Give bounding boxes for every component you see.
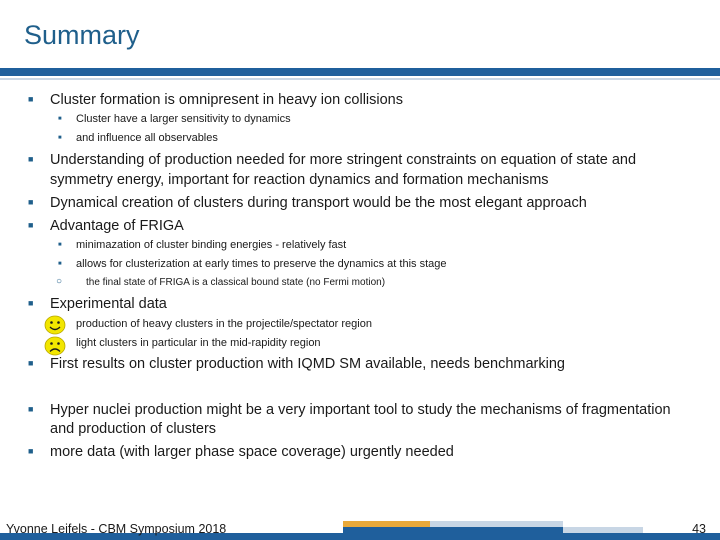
item-cluster-formation: Cluster formation is omnipresent in heavy ion collisions — [50, 92, 403, 108]
item-understanding-line2: symmetry energy, important for reaction dynamics and formation mechanisms — [50, 172, 549, 188]
bullet-icon: ■ — [28, 154, 34, 164]
title-underline-thin — [0, 78, 720, 80]
happy-smiley-icon — [44, 315, 66, 335]
bullet-icon: ■ — [58, 135, 62, 141]
item-cluster-sub2: and influence all observables — [76, 132, 218, 144]
bullet-icon: ■ — [28, 298, 34, 308]
title-underline-bar — [0, 68, 720, 76]
item-first-results: First results on cluster production with IQMD SM available, needs benchmarking — [50, 356, 565, 372]
bullet-icon: ■ — [58, 242, 62, 248]
item-dynamical: Dynamical creation of clusters during transport would be the most elegant approach — [50, 195, 587, 211]
bullet-icon: ■ — [28, 94, 34, 104]
item-experimental-sub2: light clusters in particular in the mid-rapidity region — [76, 337, 321, 349]
bullet-icon: ■ — [28, 197, 34, 207]
item-advantage: Advantage of FRIGA — [50, 218, 184, 234]
item-more-data: more data (with larger phase space coverage) urgently needed — [50, 444, 454, 460]
bullet-icon: ■ — [58, 261, 62, 267]
bullet-icon: ■ — [28, 446, 34, 456]
bullet-icon: ■ — [28, 358, 34, 368]
item-hyper-line2: and production of clusters — [50, 421, 217, 437]
item-understanding-line1: Understanding of production needed for more stringent constraints on equation of state and — [50, 152, 637, 168]
sad-smiley-icon — [44, 336, 66, 356]
page-number: 43 — [692, 522, 706, 536]
footer-author: Yvonne Leifels - CBM Symposium 2018 — [6, 522, 227, 536]
item-experimental-sub1: production of heavy clusters in the projectile/spectator region — [76, 318, 372, 330]
item-hyper-line1: Hyper nuclei production might be a very important tool to study the mechanisms of fragmentation — [50, 402, 671, 418]
circle-bullet-icon: ○ — [56, 276, 63, 287]
bullet-icon: ■ — [28, 404, 34, 414]
item-advantage-sub2: allows for clusterization at early times to preserve the dynamics at this stage — [76, 258, 447, 270]
item-experimental: Experimental data — [50, 296, 167, 312]
slide-title: Summary — [24, 20, 140, 50]
bullet-icon: ■ — [58, 116, 62, 122]
bullet-icon: ■ — [28, 220, 34, 230]
item-cluster-sub1: Cluster have a larger sensitivity to dynamics — [76, 113, 291, 125]
item-advantage-sub3: the final state of FRIGA is a classical bound state (no Fermi motion) — [86, 277, 386, 288]
item-advantage-sub1: minimazation of cluster binding energies - relatively fast — [76, 239, 347, 251]
